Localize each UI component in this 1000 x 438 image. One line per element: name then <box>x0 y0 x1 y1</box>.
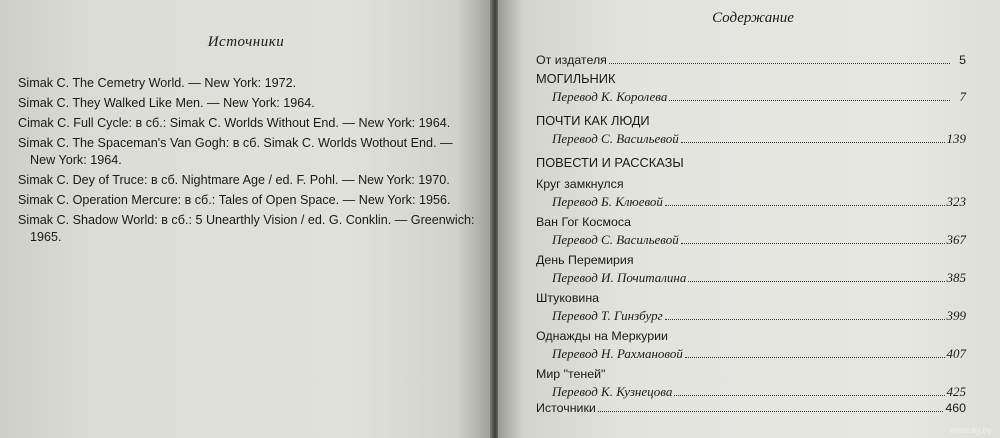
toc-entry <box>536 252 966 269</box>
toc-entry <box>536 328 966 345</box>
toc-page-number: 425 <box>946 384 966 399</box>
toc-leader-dots <box>665 204 945 206</box>
toc-title: Перевод Н. Рахмановой <box>552 346 683 361</box>
sources-heading: Источники <box>207 34 285 50</box>
toc-page-number: 407 <box>946 346 966 361</box>
toc-title: Ван Гог Космоса <box>536 215 631 229</box>
toc-translator-line <box>536 130 966 147</box>
toc-leader-dots <box>609 62 950 64</box>
source-entry: Simak C. The Cemetry World. — New York: 1972. <box>18 76 297 90</box>
toc-title: Перевод С. Васильевой <box>552 232 679 247</box>
toc-title: Перевод С. Васильевой <box>552 131 679 146</box>
toc-leader-dots <box>681 242 945 244</box>
toc-title: День Перемирия <box>536 253 634 267</box>
watermark: www.ay.by <box>949 425 992 435</box>
toc-page-number: 460 <box>945 401 966 415</box>
toc-title: ПОВЕСТИ И РАССКАЗЫ <box>536 155 684 170</box>
toc-page-number: 7 <box>959 89 966 104</box>
toc-translator-line <box>536 269 966 286</box>
toc-title: Источники <box>536 401 596 415</box>
toc-title: Перевод Б. Клюевой <box>552 194 663 209</box>
toc-translator-line <box>536 383 966 400</box>
contents-heading: Содержание <box>712 10 794 26</box>
source-entry: Simak C. Operation Mercure: в сб.: Tales of Open Space. — New York: 1956. <box>18 193 451 207</box>
toc-page-number: 367 <box>946 232 966 247</box>
toc-translator-line <box>536 345 966 362</box>
source-entry: Simak C. Shadow World: в сб.: 5 Unearthly Vision / ed. G. Conklin. — Greenwich: 1965. <box>18 213 475 244</box>
source-entry: Simak C. The Spaceman's Van Gogh: в сб. Simak C. Worlds Wothout End. — New York: 1964. <box>18 136 453 167</box>
sources-list <box>18 75 478 249</box>
toc-page-number: 323 <box>946 194 966 209</box>
toc-page-number: 385 <box>946 270 966 285</box>
toc-entry <box>536 290 966 307</box>
toc-leader-dots <box>669 99 950 101</box>
toc-title: МОГИЛЬНИК <box>536 71 616 86</box>
toc-leader-dots <box>598 410 943 412</box>
toc-page-number: 139 <box>946 131 966 146</box>
toc-translator-line <box>536 193 966 210</box>
toc-leader-dots <box>665 318 945 320</box>
toc-section-title <box>536 69 966 88</box>
toc-translator-line <box>536 88 966 105</box>
toc-leader-dots <box>688 280 944 282</box>
toc-title: Мир "теней" <box>536 367 606 381</box>
toc-translator-line <box>536 231 966 248</box>
source-entry: Cimak C. Full Cycle: в сб.: Simak C. Worlds Without End. — New York: 1964. <box>18 116 451 130</box>
toc-entry <box>536 366 966 383</box>
toc-title: Перевод Т. Гинзбург <box>552 308 663 323</box>
toc-title: Круг замкнулся <box>536 177 624 191</box>
toc-translator-line <box>536 307 966 324</box>
toc-section-title <box>536 153 966 172</box>
toc-entry <box>536 214 966 231</box>
toc-leader-dots <box>681 141 945 143</box>
toc-leader-dots <box>685 356 945 358</box>
toc-entry <box>536 176 966 193</box>
source-entry: Simak C. Dey of Truce: в сб. Nightmare Age / ed. F. Pohl. — New York: 1970. <box>18 173 450 187</box>
table-of-contents <box>536 52 966 417</box>
source-entry: Simak C. They Walked Like Men. — New York: 1964. <box>18 96 315 110</box>
toc-title: От издателя <box>536 53 607 67</box>
toc-title: Однажды на Меркурии <box>536 329 668 343</box>
toc-entry <box>536 52 966 69</box>
toc-title: Штуковина <box>536 291 600 305</box>
toc-page-number: 5 <box>959 53 966 67</box>
left-page <box>0 0 492 438</box>
toc-section-title <box>536 111 966 130</box>
toc-leader-dots <box>674 394 944 396</box>
toc-page-number: 399 <box>946 308 966 323</box>
right-page <box>498 0 1000 438</box>
toc-title: Перевод К. Королева <box>552 89 668 104</box>
toc-title: Перевод И. Почиталина <box>552 270 687 285</box>
toc-title: ПОЧТИ КАК ЛЮДИ <box>536 113 650 128</box>
toc-title: Перевод К. Кузнецова <box>552 384 673 399</box>
toc-entry <box>536 400 966 417</box>
